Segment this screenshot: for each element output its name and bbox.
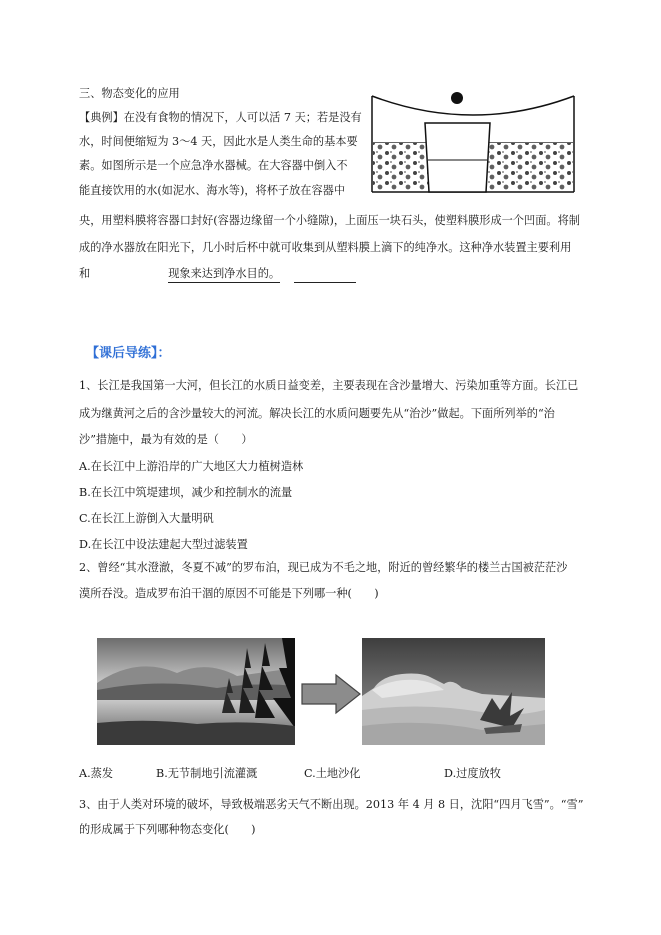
q1-option-a[interactable]: A.在长江中上游沿岸的广大地区大力植树造林 xyxy=(79,460,304,473)
lake-photo xyxy=(97,638,295,745)
q2-option-c[interactable]: C.土地沙化 xyxy=(304,767,361,780)
q1-line-1: 1、长江是我国第一大河，但长江的水质日益变差，主要表现在含沙量增大、污染加重等方面。长江已 xyxy=(79,379,579,392)
answer-blank-text: 现象来达到净水目的。 xyxy=(168,266,280,283)
arrow-right-icon xyxy=(300,673,362,715)
example-line-4: 能直接饮用的水(如泥水、海水等)，将杯子放在容器中 xyxy=(79,184,346,197)
q2-option-b[interactable]: B.无节制地引流灌溉 xyxy=(156,767,258,780)
q1-option-b[interactable]: B.在长江中筑堤建坝，减少和控制水的流量 xyxy=(79,486,293,499)
answer-blank[interactable] xyxy=(294,266,356,283)
section-heading: 三、物态变化的应用 xyxy=(79,87,180,100)
example-line-2: 水，时间便缩短为 3～4 天，因此水是人类生命的基本要 xyxy=(79,135,358,148)
example-line-5: 央，用塑料膜将容器口封好(容器边缘留一个小缝隙)，上面压一块石头，使塑料膜形成一个凹面。将制 xyxy=(79,214,580,227)
q1-line-3: 沙”措施中，最为有效的是（ ） xyxy=(79,433,253,446)
q3-line-1: 3、由于人类对环境的破坏，导致极端恶劣天气不断出现。2013 年 4 月 8 日，沈阳“四月飞雪”。“雪” xyxy=(79,798,584,811)
q2-line-2: 漠所吞没。造成罗布泊干涸的原因不可能是下列哪一种( ) xyxy=(79,587,379,600)
blank-word-and: 和 xyxy=(79,267,91,280)
example-line-7 xyxy=(79,266,356,283)
q1-option-d[interactable]: D.在长江中设法建起大型过滤装置 xyxy=(79,538,248,551)
desert-photo xyxy=(362,638,545,745)
q1-line-2: 成为继黄河之后的含沙量较大的河流。解决长江的水质问题要先从“治沙”做起。下面所列举的“治 xyxy=(79,407,555,420)
example-line-3: 素。如图所示是一个应急净水器械。在大容器中倒入不 xyxy=(79,159,348,172)
q2-line-1: 2、曾经“其水澄澈，冬夏不减”的罗布泊，现已成为不毛之地，附近的曾经繁华的楼兰古国被茫茫沙 xyxy=(79,561,568,574)
example-line-1: 【典例】在没有食物的情况下，人可以活 7 天；若是没有 xyxy=(79,111,362,124)
q2-option-a[interactable]: A.蒸发 xyxy=(79,767,114,780)
q1-option-c[interactable]: C.在长江上游倒入大量明矾 xyxy=(79,512,214,525)
q3-line-2: 的形成属于下列哪种物态变化( ) xyxy=(79,823,256,836)
exercise-title: 【课后导练】： xyxy=(86,346,171,361)
example-line-6: 成的净水器放在阳光下，几小时后杯中就可收集到从塑料膜上滴下的纯净水。这种净水装置主要利用 xyxy=(79,241,572,254)
q2-option-d[interactable]: D.过度放牧 xyxy=(444,767,501,780)
water-purifier-diagram xyxy=(370,90,576,194)
